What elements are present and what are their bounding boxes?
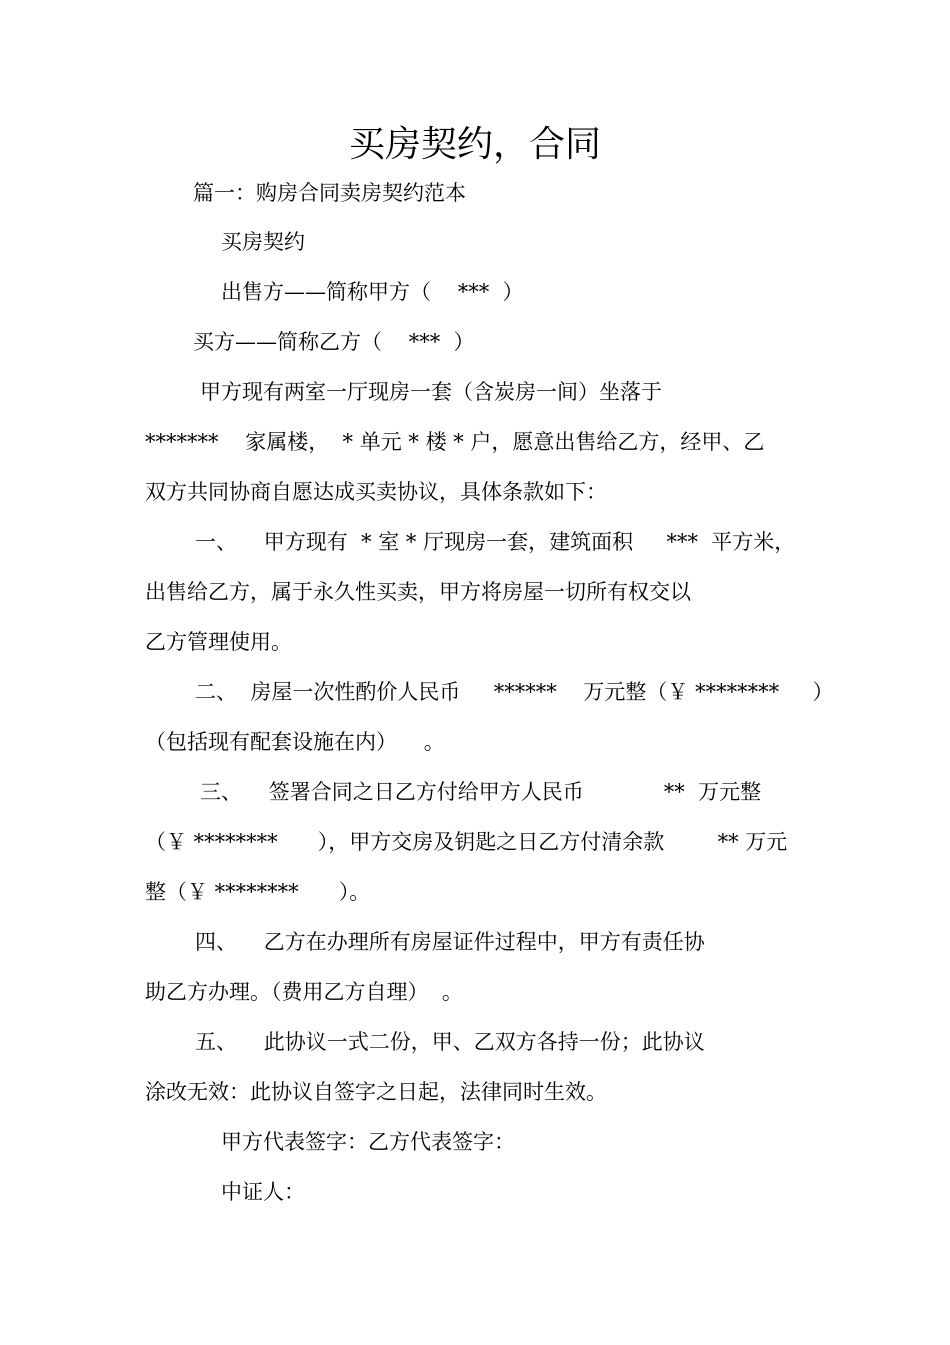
- witness-line: 中证人：: [221, 1180, 305, 1204]
- clause-1-line: 一、 甲方现有 * 室 * 厅现房一套，建筑面积 *** 平方米，: [195, 530, 796, 554]
- clause-3-line: 整（￥ ******** ）。: [145, 880, 371, 904]
- clause-3-line: （￥ ******** ），甲方交房及钥匙之日乙方付清余款 ** 万元: [145, 830, 788, 854]
- clause-1-line: 乙方管理使用。: [145, 630, 292, 654]
- seller-line: 出售方——简称甲方（ *** ）: [221, 280, 524, 304]
- clause-4-line: 四、 乙方在办理所有房屋证件过程中，甲方有责任协: [195, 930, 705, 954]
- clause-3-line: 三、 签署合同之日乙方付给甲方人民币 ** 万元整: [200, 780, 762, 804]
- clause-5-line: 五、 此协议一式二份，甲、乙双方各持一份；此协议: [195, 1030, 705, 1054]
- clause-4-line: 助乙方办理。（费用乙方自理） 。: [145, 980, 463, 1004]
- paragraph-line: 双方共同协商自愿达成买卖协议，具体条款如下：: [145, 480, 607, 504]
- clause-5-line: 涂改无效：此协议自签字之日起，法律同时生效。: [145, 1080, 607, 1104]
- buyer-line: 买方——简称乙方（ *** ）: [193, 330, 475, 354]
- contract-name: 买房契约: [221, 230, 305, 254]
- clause-1-line: 出售给乙方，属于永久性买卖，甲方将房屋一切所有权交以: [145, 580, 691, 604]
- clause-2-line: 二、 房屋一次性酌价人民币 ****** 万元整（￥ ******** ）: [195, 680, 834, 704]
- paragraph-line: 甲方现有两室一厅现房一套（含炭房一间）坐落于: [200, 380, 662, 404]
- document-title: 买房契约，合同: [348, 124, 601, 165]
- clause-2-line: （包括现有配套设施在内） 。: [145, 730, 445, 754]
- section-heading: 篇一：购房合同卖房契约范本: [193, 181, 466, 205]
- paragraph-line: ******* 家属楼， * 单元 * 楼 * 户，愿意出售给乙方，经甲、乙: [145, 430, 765, 454]
- signature-line: 甲方代表签字：乙方代表签字：: [221, 1130, 515, 1154]
